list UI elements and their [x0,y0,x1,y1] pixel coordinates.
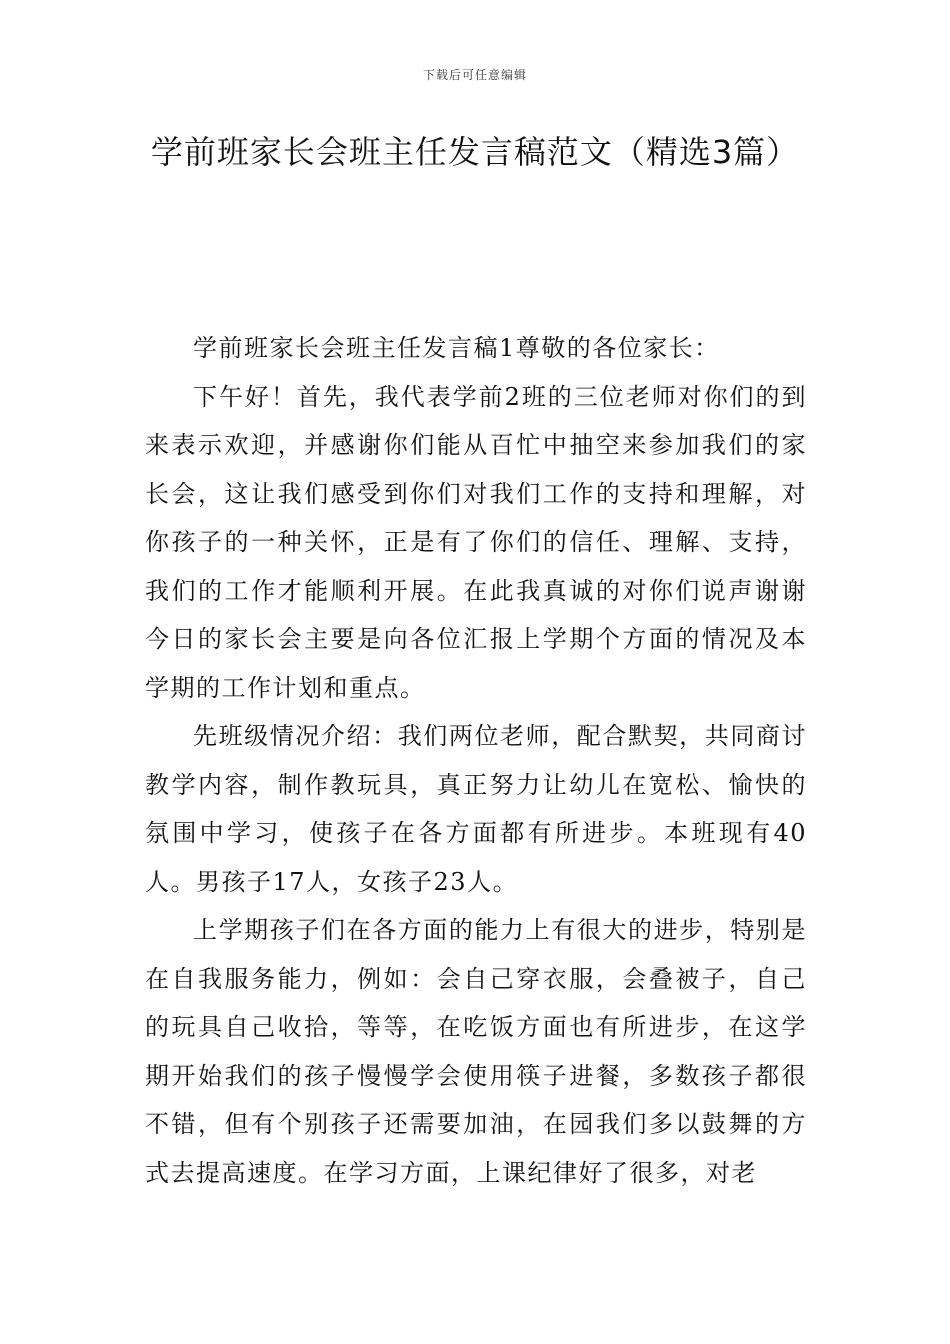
document-title: 学前班家长会班主任发言稿范文（精选3篇） [150,133,800,171]
header-note: 下载后可任意编辑 [422,68,527,82]
paragraph-welcome: 下午好！首先，我代表学前2班的三位老师对你们的到来表示欢迎，并感谢你们能从百忙中抽空来参加我们的家长会，这让我们感受到你们对我们工作的支持和理解，对你孩子的一种关怀，正是有了你们的信任、理解、支持，我们的工作才能顺利开展。在此我真诚的对你们说声谢谢今日的家长会主要是向各位汇报上学期个方面的情况及本学期的工作计划和重点。 [145,382,807,702]
paragraph-progress: 上学期孩子们在各方面的能力上有很大的进步，特别是在自我服务能力，例如：会自己穿衣服，会叠被子，自己的玩具自己收拾，等等，在吃饭方面也有所进步，在这学期开始我们的孩子慢慢学会使用筷子进餐，多数孩子都很不错，但有个别孩子还需要加油，在园我们多以鼓舞的方式去提高速度。在学习方面，上课纪律好了很多，对老 [145,916,807,1187]
paragraph-greeting: 学前班家长会班主任发言稿1尊敬的各位家长： [193,334,720,362]
paragraph-class-info: 先班级情况介绍：我们两位老师，配合默契，共同商讨教学内容，制作教玩具，真正努力让幼儿在宽松、愉快的氛围中学习，使孩子在各方面都有所进步。本班现有40人。男孩子17人，女孩子23人。 [145,722,807,896]
document-body [145,324,807,1197]
